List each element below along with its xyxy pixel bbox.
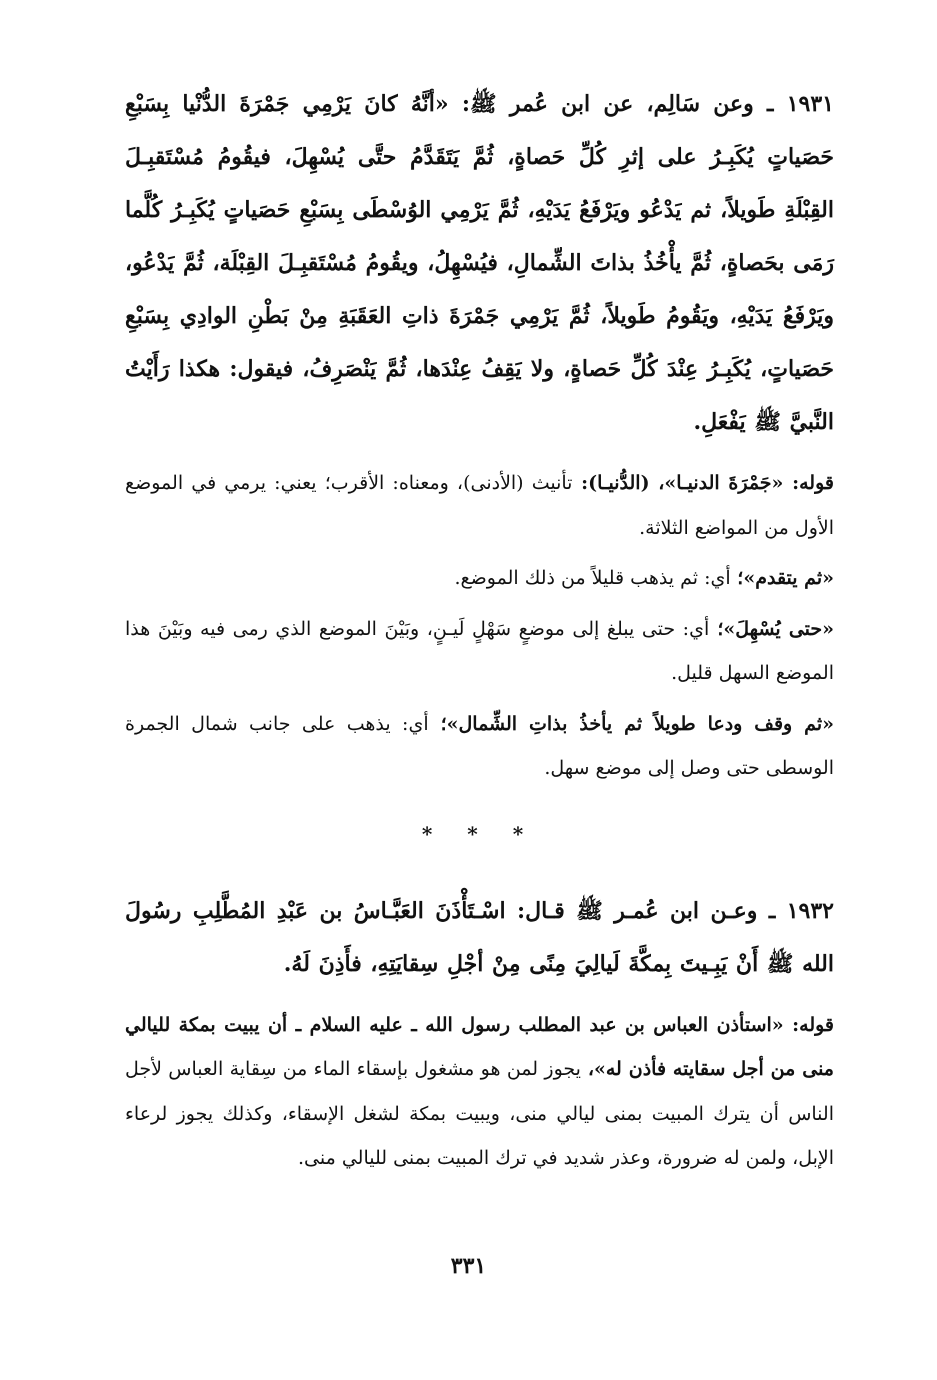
commentary-text: تأنيث (الأدنى)، ومعناه: الأقرب؛ يعني: يرمي في الموضع الأول من المواضع الثلاثة.: [125, 472, 834, 539]
commentary-1931-item: [125, 556, 834, 601]
commentary-1932: [125, 1003, 834, 1181]
commentary-lead: قوله: «جَمْرَةَ الدنيـا»، (الدُّنيـا):: [572, 472, 834, 494]
commentary-text: أي: يذهب على جانب شمال الجمرة الوسطى حتى وصل إلى موضع سهل.: [125, 712, 834, 779]
commentary-lead: «ثم يتقدم»؛: [730, 567, 834, 589]
commentary-lead: «ثم وقف ودعا طويلاً ثم يأخذُ بذاتِ الشِّمال»؛: [428, 712, 834, 735]
commentary-text: يجوز لمن هو مشغول بإسقاء الماء من سِقاية العباس لأجل الناس أن يترك المبيت بمنى ليالي منى، ويبيت بمكة لشغل الإسقاء، وكذلك يجوز لرعاء الإبل، ولمن له ضرورة، وعذر شديد في ترك المبيت بمنى لليالي منى.: [125, 1058, 834, 1169]
commentary-text: أي: حتى يبلغ إلى موضعٍ سَهْلٍ لَيـنٍ، وبَيْنَ الموضع الذي رمى فيه وبَيْنَ هذا الموضع السهل قليل.: [125, 617, 834, 684]
commentary-text: أي: ثم يذهب قليلاً من ذلك الموضع.: [454, 567, 731, 589]
commentary-1931-item: [125, 702, 834, 791]
section-separator: * * *: [421, 821, 538, 846]
page-number: ٣٣١: [450, 1253, 487, 1279]
commentary-lead: «حتى يُسْهِلَ»؛: [709, 617, 835, 640]
hadith-1931: ١٩٣١ ـ وعن سَالِم، عن ابن عُمر ﷺ: «أنَّهُ كانَ يَرْمِي جَمْرَةَ الدُّنْيا بِسَبْعِ حَصَياتٍ يُكَبِـرُ على إثرِ كُلِّ حَصاةٍ، ثُمَّ يَتَقَدَّمُ حتَّى يُسْهِلَ، فيقُومُ مُسْتَقبِـلَ القِبْلَةِ طَويلاً، ثم يَدْعُو ويَرْفَعُ يَدَيْهِ، ثُمَّ يَرْمِي الوُسْطَى بِسَبْعِ حَصَياتٍ يُكَبِـرُ كُلَّما رَمَى بحَصاةٍ، ثُمَّ يأْخُذُ بذاتَ الشِّمالِ، فيُسْهِلُ، ويقُومُ مُسْتَقبِـلَ القِبْلَة، ثُمَّ يَدْعُو، ويَرْفَعُ يَدَيْهِ، ويَقُومُ طَويلاً، ثُمَّ يَرْمِي جَمْرَةَ ذاتِ العَقَبَةِ مِنْ بَطْنِ الوادِي بِسَبْعِ حَصَياتٍ، يُكَبِـرُ عِنْدَ كُلِّ حَصاةٍ، ولا يَقِفُ عِنْدَها، ثُمَّ يَنْصَرِفُ، فيقول: هكذا رَأَيْتُ النَّبيَّ ﷺ يَفْعَلِ.: [125, 91, 834, 435]
commentary-1931-item: [125, 607, 834, 696]
commentary-lead: قوله: «استأذن العباس بن عبد المطلب رسول الله ـ عليه السلام ـ أن يبيت بمكة لليالي منى من أجل سقايته فأذن له»،: [125, 1013, 834, 1080]
commentary-1931-item: [125, 461, 834, 550]
book-page: [125, 78, 834, 1181]
hadith-1932: ١٩٣٢ ـ وعـن ابن عُمـر ﷺ قـال: اسْـتَأْذَنَ العَبَّـاسُ بن عَبْدِ المُطَّلِبِ رسُولَ الله ﷺ أَنْ يَبِـيتَ بِمكَّةَ لَيالِيَ مِنًى مِنْ أجْلِ سِقايَتِهِ، فأَذِنَ لَهُ.: [125, 897, 834, 977]
